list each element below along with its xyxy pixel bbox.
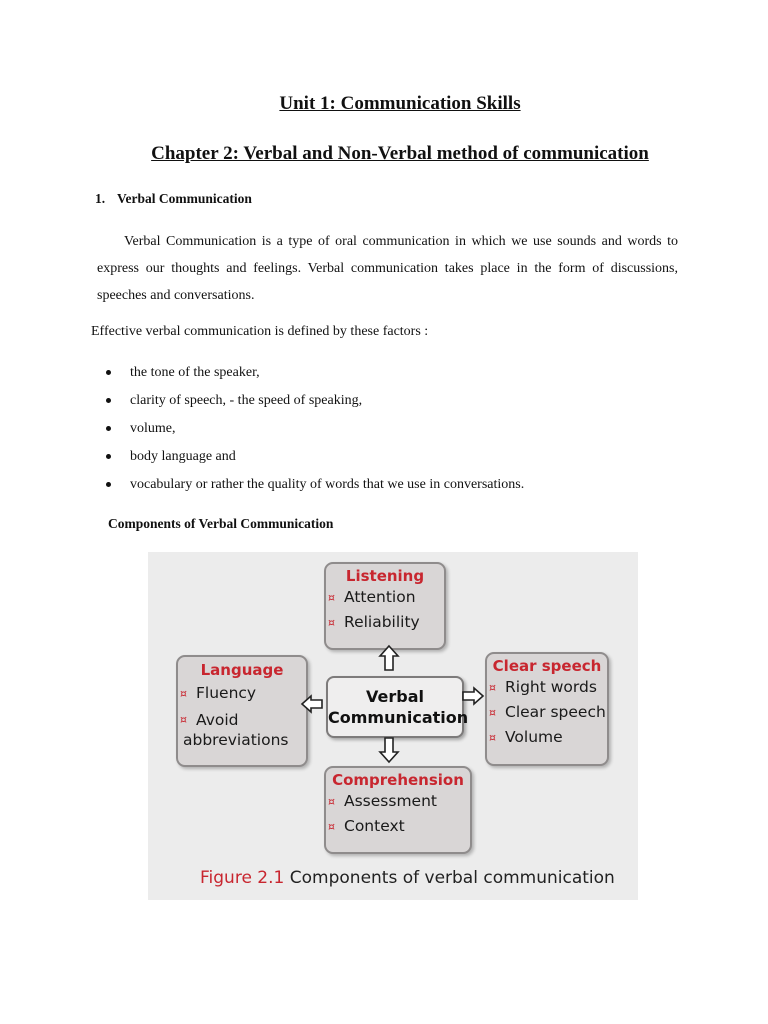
list-item — [106, 420, 524, 448]
comprehension-box — [324, 766, 472, 854]
list-item — [106, 448, 524, 476]
language-title: Language — [200, 661, 284, 679]
list-item — [106, 364, 524, 392]
bullet-icon — [106, 482, 111, 487]
chapter-title: Chapter 2: Verbal and Non-Verbal method of communication — [151, 143, 649, 164]
list-item: ¤ Attention — [326, 585, 444, 610]
arrow-left-icon — [300, 694, 324, 714]
list-item-text: volume, — [130, 421, 176, 436]
list-item-text: clarity of speech, - the speed of speaking, — [130, 393, 363, 408]
list-item-text: the tone of the speaker, — [130, 365, 260, 380]
bullet-icon: ¤ — [489, 681, 496, 694]
figure-caption-label: Figure 2.1 — [200, 868, 285, 888]
list-item — [106, 392, 524, 420]
components-figure — [148, 552, 638, 900]
arrow-right-icon — [461, 686, 485, 706]
components-heading: Components of Verbal Communication — [108, 516, 334, 531]
list-item — [106, 476, 524, 504]
list-item: ¤ Assessment — [326, 789, 470, 814]
section-number: 1. — [95, 191, 106, 206]
section-paragraph — [97, 228, 678, 309]
bullet-icon — [106, 426, 111, 431]
unit-title: Unit 1: Communication Skills — [279, 93, 521, 114]
list-item: ¤ Fluency — [178, 681, 306, 706]
bullet-icon: ¤ — [180, 713, 187, 726]
bullet-icon: ¤ — [328, 795, 335, 808]
bullet-icon: ¤ — [328, 820, 335, 833]
list-item: ¤ Clear speech — [487, 700, 607, 725]
list-item: ¤ Avoid abbreviations — [180, 711, 289, 749]
bullet-icon: ¤ — [328, 591, 335, 604]
center-box — [326, 676, 469, 738]
section-heading — [95, 191, 252, 207]
bullet-icon: ¤ — [489, 706, 496, 719]
arrow-down-icon — [378, 736, 400, 764]
section-heading-text: Verbal Communication — [117, 191, 252, 206]
bullet-icon: ¤ — [328, 616, 335, 629]
factors-list — [106, 364, 524, 504]
bullet-icon — [106, 370, 111, 375]
center-line-2: Communication — [328, 708, 469, 727]
list-item: ¤ Right words — [487, 675, 607, 700]
bullet-icon: ¤ — [180, 687, 187, 700]
language-box — [176, 655, 308, 767]
bullet-icon: ¤ — [489, 731, 496, 744]
list-item-text: vocabulary or rather the quality of words that we use in conversations. — [130, 477, 525, 492]
center-line-1: Verbal — [366, 687, 424, 706]
bullet-icon — [106, 454, 111, 459]
list-item-text: body language and — [130, 449, 236, 464]
clear-speech-box — [485, 652, 609, 766]
bullet-icon — [106, 398, 111, 403]
arrow-up-icon — [378, 644, 400, 672]
figure-caption-text: Components of verbal communication — [289, 868, 615, 888]
list-item: ¤ Context — [326, 814, 470, 839]
listening-box — [324, 562, 446, 650]
comprehension-title: Comprehension — [332, 771, 464, 789]
list-item: ¤ Volume — [487, 725, 607, 750]
listening-title: Listening — [345, 567, 425, 585]
figure-caption — [200, 868, 615, 888]
factors-intro: Effective verbal communication is defined by these factors : — [91, 324, 429, 339]
list-item: ¤ Reliability — [326, 610, 444, 635]
paragraph-text: Verbal Communication is a type of oral communication in which we use sounds and words to express our thoughts and feelings. Verbal communication takes place in the form of discussions, speeches and conversations. — [97, 234, 678, 303]
clear-speech-title: Clear speech — [492, 657, 602, 675]
